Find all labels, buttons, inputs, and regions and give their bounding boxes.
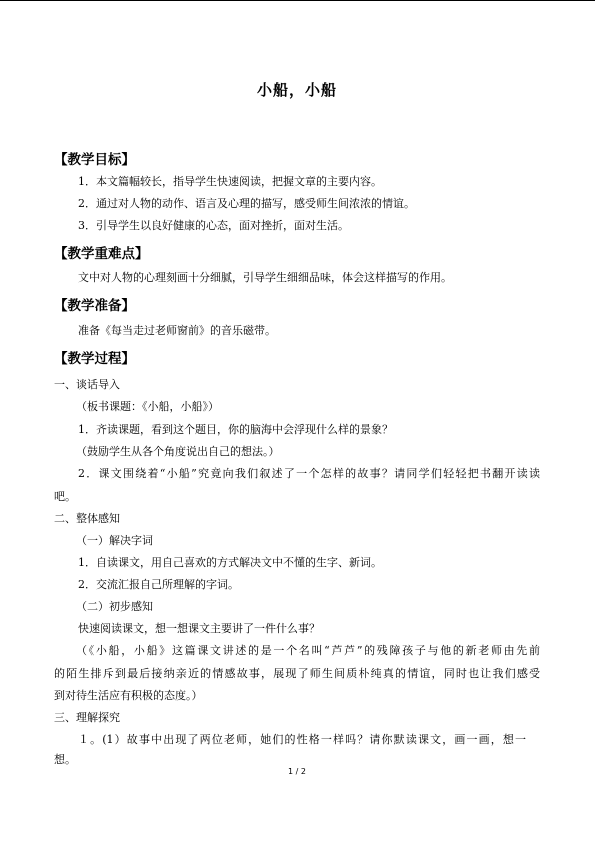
goal-item-2: 2．通过对人物的动作、语言及心理的描写，感受师生间浓浓的情谊。 (78, 197, 415, 210)
section-1-question-1: 1．齐读课题，看到这个题目，你的脑海中会浮现什么样的景象？ (78, 423, 393, 436)
section-3-title: 三、理解探究 (54, 711, 120, 724)
section-2-sub-2-answer-line-3: 到对待生活应有积极的态度。） (54, 689, 203, 702)
preparation-text: 准备《每当走过老师窗前》的音乐磁带。 (78, 324, 276, 337)
heading-preparation: 【教学准备】 (54, 298, 135, 314)
page-number: 1 / 2 (288, 767, 306, 776)
section-2-sub-2-text: 快速阅读课文，想一想课文主要讲了一件什么事？ (78, 622, 320, 635)
section-2-sub-2-answer-line-2: 的陌生排斥到最后接纳亲近的情感故事，展现了师生间质朴纯真的情谊，同时也让我们感受 (54, 667, 540, 680)
section-1-question-1-note: （鼓励学生从各个角度说出自己的想法。） (76, 445, 280, 458)
section-2-sub-2-title: （二）初步感知 (76, 600, 153, 613)
document-title: 小船，小船 (256, 81, 337, 99)
document-page (54, 0, 540, 841)
section-1-question-2-line-2: 吧。 (54, 490, 76, 503)
section-3-question-1-line-1: １。(1）故事中出现了两位老师，她们的性格一样吗？请你默读课文，画一画，想一 (78, 733, 526, 746)
section-2-sub-1-title: （一）解决字词 (76, 534, 153, 547)
section-1-board: （板书课题：《小船，小船》） (76, 400, 219, 413)
section-2-sub-1-item-1: 1．自读课文，用自己喜欢的方式解决文中不懂的生字、新词。 (78, 556, 382, 569)
key-points-text: 文中对人物的心理刻画十分细腻，引导学生细细品味，体会这样描写的作用。 (78, 271, 452, 284)
section-3-question-1-line-2: 想。 (54, 753, 76, 766)
section-2-sub-1-item-2: 2．交流汇报自己所理解的字词。 (78, 578, 239, 591)
section-2-title: 二、整体感知 (54, 512, 120, 525)
goal-item-3: 3．引导学生以良好健康的心态，面对挫折，面对生活。 (78, 219, 349, 232)
heading-teaching-process: 【教学过程】 (54, 351, 135, 367)
section-1-title: 一、谈话导入 (54, 378, 120, 391)
section-1-question-2-line-1: 2．课文围绕着“小船”究竟向我们叙述了一个怎样的故事？请同学们轻轻把书翻开读读 (78, 467, 540, 480)
heading-key-points: 【教学重难点】 (54, 246, 149, 262)
goal-item-1: 1．本文篇幅较长，指导学生快速阅读，把握文章的主要内容。 (78, 175, 382, 188)
section-2-sub-2-answer-line-1: （《小船，小船》这篇课文讲述的是一个名叫“芦芦”的残障孩子与他的新老师由先前 (76, 644, 540, 657)
heading-teaching-goals: 【教学目标】 (54, 152, 135, 168)
